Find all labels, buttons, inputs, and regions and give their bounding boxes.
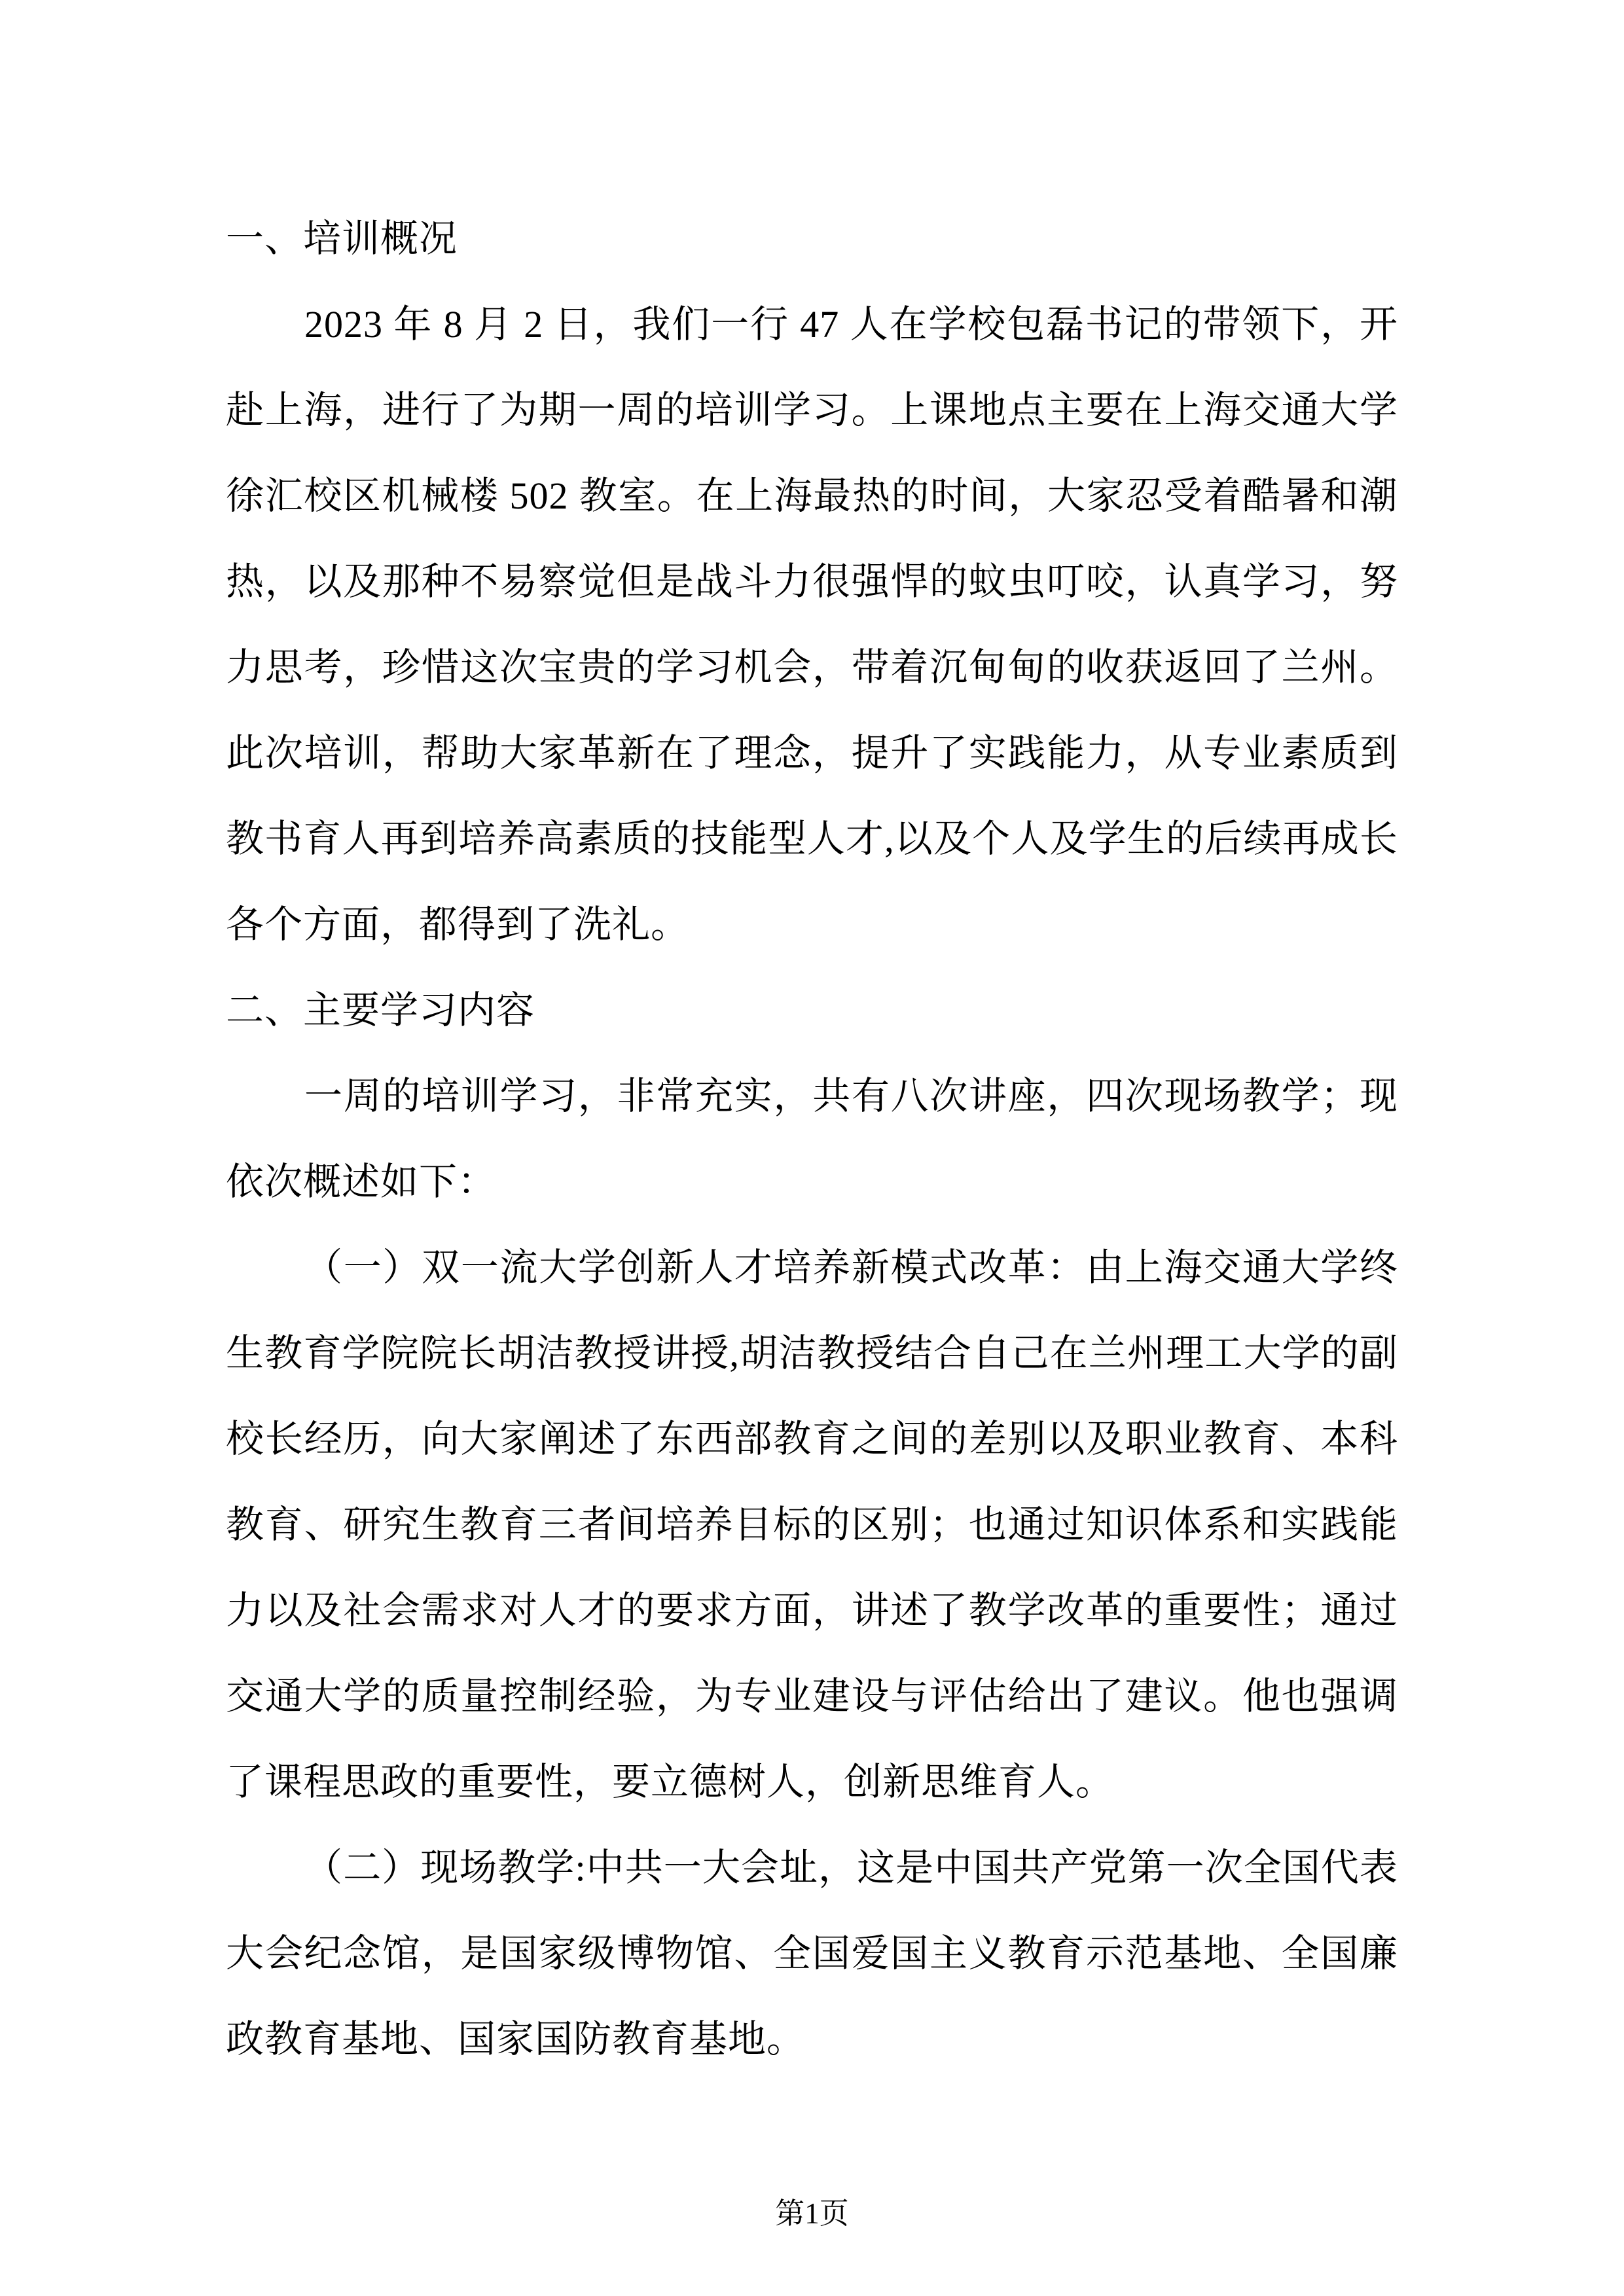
section-heading-training-overview: 一、培训概况 <box>226 217 458 260</box>
page-number-footer: 第1页 <box>775 2197 849 2230</box>
paragraph-training-overview: 2023 年 8 月 2 日，我们一行 47 人在学校包磊书记的带领下，开赴上海，进行了为期一周的培训学习。上课地点主要在上海交通大学徐汇校区机械楼 502 教室。在上海最热的时间，大家忍受着酷暑和潮热，以及那种不易察觉但是战斗力很强悍的蚊虫叮咬，认真学习，努力思考，珍惜这次宝贵的学习机会，带着沉甸甸的收获返回了兰州。此次培训，帮助大家革新在了理念，提升了实践能力，从专业素质到教书育人再到培养高素质的技能型人才,以及个人及学生的后续再成长各个方面，都得到了洗礼。 <box>226 303 1398 946</box>
paragraph-lecture-one: （一）双一流大学创新人才培养新模式改革：由上海交通大学终生教育学院院长胡洁教授讲授,胡洁教授结合自己在兰州理工大学的副校长经历，向大家阐述了东西部教育之间的差别以及职业教育、本科教育、研究生教育三者间培养目标的区别；也通过知识体系和实践能力以及社会需求对人才的要求方面，讲述了教学改革的重要性；通过交通大学的质量控制经验，为专业建设与评估给出了建议。他也强调了课程思政的重要性，要立德树人，创新思维育人。 <box>226 1246 1398 1803</box>
paragraph-study-summary-intro: 一周的培训学习，非常充实，共有八次讲座，四次现场教学；现依次概述如下： <box>226 1075 1398 1203</box>
section-heading-main-study-content: 二、主要学习内容 <box>226 989 535 1031</box>
paragraph-field-teaching-two: （二）现场教学:中共一大会址，这是中国共产党第一次全国代表大会纪念馆，是国家级博物馆、全国爱国主义教育示范基地、全国廉政教育基地、国家国防教育基地。 <box>226 1846 1398 2060</box>
document-body <box>226 196 1398 2082</box>
